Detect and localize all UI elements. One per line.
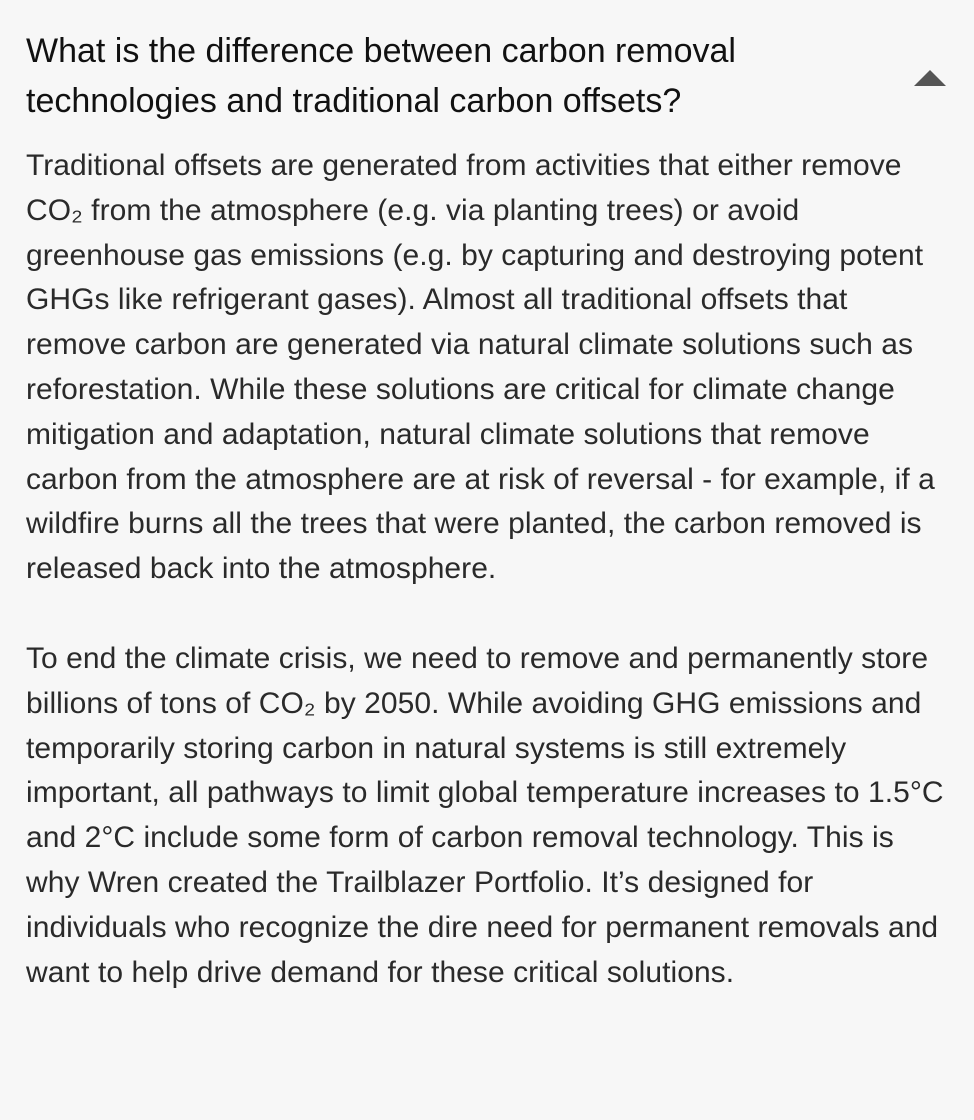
answer-paragraph-2: To end the climate crisis, we need to remove and permanently store billions of tons of CO₂ by 2050. While avoiding GHG emissions and temporarily storing carbon in natural systems is still extremely important, all pathways to limit global temperature increases to 1.5°C and 2°C include some form of carbon removal technology. This is why Wren created the Trailblazer Portfolio. It’s designed for individuals who recognize the dire need for permanent removals and want to help drive demand for these critical solutions. <box>26 641 944 989</box>
faq-header[interactable] <box>26 26 946 126</box>
collapse-toggle-button[interactable] <box>910 58 950 98</box>
faq-question[interactable]: What is the difference between carbon removal technologies and traditional carbon offsets? <box>26 32 736 120</box>
triangle-up-icon <box>913 69 947 87</box>
faq-answer <box>26 144 946 995</box>
answer-paragraph-1: Traditional offsets are generated from activities that either remove CO₂ from the atmosphere (e.g. via planting trees) or avoid greenhouse gas emissions (e.g. by capturing and destroying potent GHGs like refrigerant gases). Almost all traditional offsets that remove carbon are generated via natural climate solutions such as reforestation. While these solutions are critical for climate change mitigation and adaptation, natural climate solutions that remove carbon from the atmosphere are at risk of reversal - for example, if a wildfire burns all the trees that were planted, the carbon removed is released back into the atmosphere. <box>26 149 935 586</box>
